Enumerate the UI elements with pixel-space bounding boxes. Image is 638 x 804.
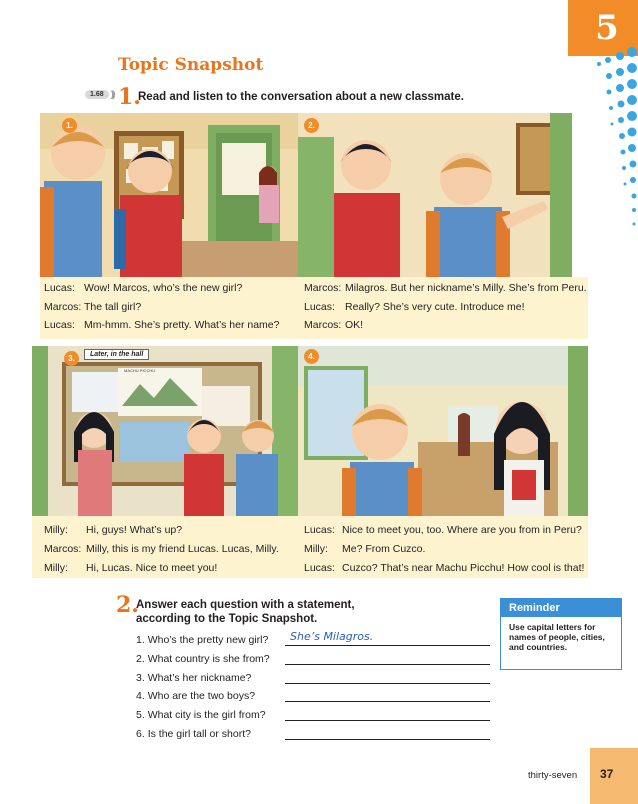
answer-field-5[interactable] xyxy=(285,720,490,721)
reminder-line-3: and countries. xyxy=(509,642,568,652)
question-number: 3. xyxy=(136,672,145,684)
dialog-text: Hi, Lucas. Nice to meet you! xyxy=(86,562,218,574)
speaker-name: Marcos: xyxy=(304,319,342,331)
panel-1-number: 1. xyxy=(62,118,77,133)
question-number: 1. xyxy=(136,634,145,646)
question-6 xyxy=(136,728,251,740)
dialog-line xyxy=(304,282,587,294)
reminder-line-1: Use capital letters for xyxy=(509,622,596,632)
answer-field-2[interactable] xyxy=(285,664,490,665)
speaker-name: Lucas: xyxy=(44,319,75,331)
dialog-line xyxy=(304,543,426,555)
question-3 xyxy=(136,672,251,684)
question-text: Is the girl tall or short? xyxy=(147,728,251,740)
panel-2-number: 2. xyxy=(304,118,319,133)
audio-track-button[interactable] xyxy=(85,89,114,99)
question-text: What city is the girl from? xyxy=(147,709,266,721)
dialog-text: The tall girl? xyxy=(84,301,142,313)
question-number: 4. xyxy=(136,690,145,702)
reminder-body xyxy=(501,617,621,657)
poster-label: MACHU PICCHU xyxy=(124,368,156,373)
speaker-name: Lucas: xyxy=(304,301,335,313)
dialog-line xyxy=(304,301,525,313)
speaker-name: Lucas: xyxy=(44,282,75,294)
dialog-text: Wow! Marcos, who’s the new girl? xyxy=(84,282,243,294)
answer-field-6[interactable] xyxy=(285,739,490,740)
dialog-line xyxy=(304,524,582,536)
reminder-box xyxy=(500,598,622,670)
panel-3-caption: Later, in the hall xyxy=(84,349,149,360)
page-number: 37 xyxy=(600,767,614,781)
comic-panel-3-illustration xyxy=(32,346,302,516)
dialog-line xyxy=(304,319,364,331)
panel-4-number: 4. xyxy=(304,349,319,364)
comic-panel-4-illustration xyxy=(298,346,588,516)
answer-1-text: She’s Milagros. xyxy=(290,630,374,643)
dialog-text: Really? She’s very cute. Introduce me! xyxy=(345,301,525,313)
comic-panel-3 xyxy=(32,346,302,516)
speaker-name: Marcos: xyxy=(44,301,82,313)
answer-field-3[interactable] xyxy=(285,683,490,684)
comic-panel-1-illustration xyxy=(40,113,302,277)
panel-3-number: 3. xyxy=(64,351,79,366)
speaker-name: Marcos: xyxy=(44,543,82,555)
dialog-text: Hi, guys! What’s up? xyxy=(86,524,183,536)
reminder-line-2: names of people, cities, xyxy=(509,632,605,642)
comic-panel-4 xyxy=(298,346,588,516)
unit-number-tab: 5 xyxy=(568,0,638,56)
page-title: Topic Snapshot xyxy=(118,55,264,75)
dialog-text: Milagros. But her nickname’s Milly. She’s from Peru. xyxy=(345,282,587,294)
dialog-line xyxy=(44,282,243,294)
dialog-text: Nice to meet you, too. Where are you from in Peru? xyxy=(342,524,582,536)
question-1 xyxy=(136,634,268,646)
dialog-line xyxy=(44,524,183,536)
corner-decoration xyxy=(590,748,638,804)
speaker-icon: ))) xyxy=(110,89,114,99)
question-text: Who’s the pretty new girl? xyxy=(147,634,269,646)
question-number: 5. xyxy=(136,709,145,721)
answer-field-1[interactable] xyxy=(285,645,490,646)
exercise-2-number: 2. xyxy=(116,592,139,618)
dialog-line xyxy=(304,562,585,574)
exercise-1-number: 1. xyxy=(118,84,141,110)
page-number-word: thirty-seven xyxy=(528,770,578,781)
question-text: What country is she from? xyxy=(147,653,270,665)
audio-track-label: 1.68 xyxy=(85,90,109,99)
comic-panel-1 xyxy=(40,113,302,277)
speaker-name: Milly: xyxy=(44,524,68,536)
dialog-line xyxy=(44,562,218,574)
dialog-line xyxy=(44,301,142,313)
comic-panel-2 xyxy=(298,113,572,277)
dialog-text: Mm-hmm. She’s pretty. What’s her name? xyxy=(84,319,280,331)
question-text: What’s her nickname? xyxy=(147,672,252,684)
question-text: Who are the two boys? xyxy=(147,690,256,702)
speaker-name: Lucas: xyxy=(304,562,335,574)
question-number: 2. xyxy=(136,653,145,665)
dialog-line xyxy=(44,543,279,555)
dialog-text: OK! xyxy=(345,319,364,331)
answer-field-4[interactable] xyxy=(285,701,490,702)
question-number: 6. xyxy=(136,728,145,740)
dialog-text: Milly, this is my friend Lucas. Lucas, Milly. xyxy=(86,543,279,555)
question-4 xyxy=(136,690,255,702)
dialog-line xyxy=(44,319,280,331)
speaker-name: Lucas: xyxy=(304,524,335,536)
speaker-name: Milly: xyxy=(44,562,68,574)
exercise-2-instruction-line-1: Answer each question with a statement, xyxy=(136,599,355,611)
question-2 xyxy=(136,653,270,665)
exercise-2-instruction-line-2: according to the Topic Snapshot. xyxy=(136,613,318,625)
halftone-decoration xyxy=(596,44,638,234)
speaker-name: Milly: xyxy=(304,543,328,555)
exercise-1-instruction: Read and listen to the conversation about a new classmate. xyxy=(138,91,464,103)
reminder-title: Reminder xyxy=(501,599,621,617)
dialog-text: Me? From Cuzco. xyxy=(342,543,426,555)
comic-panel-2-illustration xyxy=(298,113,572,277)
question-5 xyxy=(136,709,266,721)
dialog-text: Cuzco? That’s near Machu Picchu! How cool is that! xyxy=(342,562,585,574)
speaker-name: Marcos: xyxy=(304,282,342,294)
